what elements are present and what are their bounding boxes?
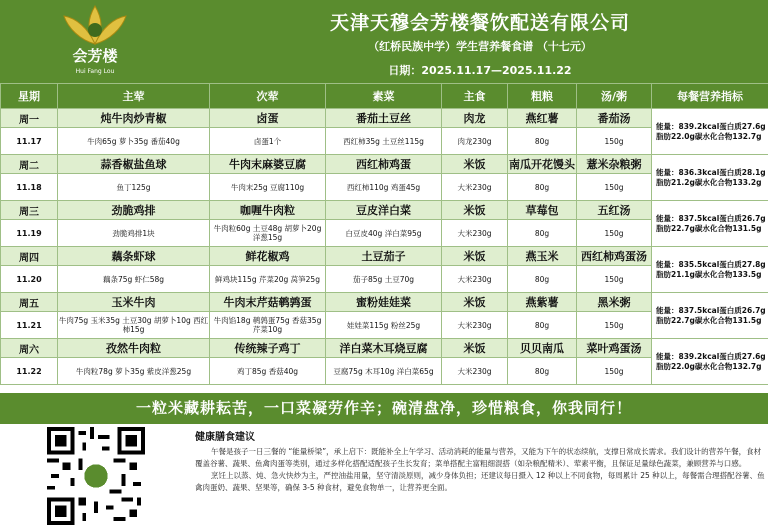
main-dish-detail: 鱼丁125g: [58, 174, 210, 201]
menu-table: [0, 83, 768, 385]
advice-paragraph: 烹饪上以蒸、炖、急火快炒为主，严控油盐用量，坚守清淡原则，减少身体负担；还建议每日摄入 12 种以上不同食物，每周累计 25 种以上，每餐需合理搭配谷薯、鱼禽肉蛋奶、蔬果、坚果等，确保 3-5 种食材，避免食物单一，让营养更全面。: [195, 471, 765, 492]
vegetable-detail: 茄子85g 土豆70g: [326, 266, 442, 293]
second-dish-detail: 鸡丁85g 香菇40g: [210, 358, 326, 385]
staple-detail: 大米230g: [442, 174, 508, 201]
vegetable-cell: 豆皮洋白菜: [326, 201, 442, 220]
coarse-grain-cell: 南瓜开花馒头: [508, 155, 577, 174]
second-dish-cell: 鲜花椒鸡: [210, 247, 326, 266]
slogan-banner: 一粒米藏耕耘苦，一口菜凝劳作辛；碗清盘净，珍惜粮食，你我同行！: [0, 393, 768, 424]
coarse-grain-cell: 草莓包: [508, 201, 577, 220]
col-header: 粗粮: [508, 84, 577, 109]
dish-row: [1, 339, 768, 358]
coarse-grain-cell: 贝贝南瓜: [508, 339, 577, 358]
main-dish-detail: 牛肉75g 玉米35g 土豆30g 胡萝卜10g 西红柿15g: [58, 312, 210, 339]
vegetable-cell: 西红柿鸡蛋: [326, 155, 442, 174]
coarse-grain-detail: 80g: [508, 174, 577, 201]
staple-cell: 米饭: [442, 247, 508, 266]
company-title: 天津天穆会芳楼餐饮配送有限公司: [329, 12, 630, 34]
logo-text: 会芳楼: [72, 47, 118, 65]
second-dish-detail: 牛肉末25g 豆腐110g: [210, 174, 326, 201]
main-dish-detail: 劲脆鸡排1块: [58, 220, 210, 247]
col-header: 主食: [442, 84, 508, 109]
col-header: 汤/粥: [577, 84, 652, 109]
staple-cell: 米饭: [442, 293, 508, 312]
staple-detail: 大米230g: [442, 312, 508, 339]
staple-detail: 大米230g: [442, 220, 508, 247]
staple-detail: 肉龙230g: [442, 128, 508, 155]
coarse-grain-detail: 80g: [508, 128, 577, 155]
dish-row: [1, 109, 768, 128]
dish-row: [1, 201, 768, 220]
col-header: 次荤: [210, 84, 326, 109]
logo-subtext: Hui Fang Lou: [75, 68, 115, 75]
dish-row: [1, 247, 768, 266]
soup-cell: 西红柿鸡蛋汤: [577, 247, 652, 266]
col-header: 主荤: [58, 84, 210, 109]
main-dish-detail: 藕条75g 虾仁58g: [58, 266, 210, 293]
vegetable-cell: 番茄土豆丝: [326, 109, 442, 128]
second-dish-cell: 牛肉末麻婆豆腐: [210, 155, 326, 174]
second-dish-detail: 卤蛋1个: [210, 128, 326, 155]
second-dish-detail: 牛肉粒60g 土豆48g 胡萝卜20g 洋葱15g: [210, 220, 326, 247]
main-dish-cell: 蒜香椒盐鱼球: [58, 155, 210, 174]
staple-cell: 米饭: [442, 201, 508, 220]
soup-cell: 菜叶鸡蛋汤: [577, 339, 652, 358]
vegetable-detail: 西红柿110g 鸡蛋45g: [326, 174, 442, 201]
staple-detail: 大米230g: [442, 358, 508, 385]
health-advice: [195, 428, 765, 494]
lotus-emblem-icon: [50, 4, 140, 78]
date-range: 日期：2025.11.17—2025.11.22: [388, 64, 572, 77]
qr-code: [47, 427, 145, 525]
main-dish-cell: 孜然牛肉粒: [58, 339, 210, 358]
staple-cell: 米饭: [442, 155, 508, 174]
date-cell: 11.18: [1, 174, 58, 201]
date-cell: 11.20: [1, 266, 58, 293]
weekday-cell: 周一: [1, 109, 58, 128]
nutrition-cell: 能量：835.5kcal蛋白质27.8g脂肪21.1g碳水化合物133.5g: [652, 247, 768, 293]
second-dish-detail: 鲜鸡块115g 芹菜20g 莴笋25g: [210, 266, 326, 293]
second-dish-cell: 卤蛋: [210, 109, 326, 128]
staple-detail: 大米230g: [442, 266, 508, 293]
coarse-grain-cell: 燕玉米: [508, 247, 577, 266]
menu-subtitle: （红桥民族中学）学生营养餐食谱 （十七元）: [368, 40, 592, 53]
advice-paragraph: 午餐是孩子一日三餐的 “能量桥梁”，承上启下：既能补全上午学习、活动消耗的能量与营养，又能为下午的状态续航，支撑日常成长需求。我们设计的营养午餐，食材覆盖谷薯、蔬果、鱼禽肉蛋等类别，通过多样化搭配适配孩子生长发育；菜单搭配主富粗细混搭（如杂粮配精米）、荤素平衡，且保证足量绿色蔬菜，兼顾营养与口感。: [195, 447, 762, 468]
nutrition-cell: 能量：839.2kcal蛋白质27.6g脂肪22.0g碳水化合物132.7g: [652, 109, 768, 155]
vegetable-cell: 洋白菜木耳烧豆腐: [326, 339, 442, 358]
weekday-cell: 周五: [1, 293, 58, 312]
soup-detail: 150g: [577, 312, 652, 339]
date-cell: 11.22: [1, 358, 58, 385]
col-header: 星期: [1, 84, 58, 109]
weekday-cell: 周四: [1, 247, 58, 266]
coarse-grain-detail: 80g: [508, 220, 577, 247]
advice-title: 健康膳食建议: [195, 432, 255, 443]
main-dish-cell: 劲脆鸡排: [58, 201, 210, 220]
vegetable-detail: 白豆皮40g 洋白菜95g: [326, 220, 442, 247]
soup-cell: 番茄汤: [577, 109, 652, 128]
coarse-grain-cell: 燕红薯: [508, 109, 577, 128]
soup-cell: 薏米杂粮粥: [577, 155, 652, 174]
soup-detail: 150g: [577, 174, 652, 201]
nutrition-cell: 能量：837.5kcal蛋白质26.7g脂肪22.7g碳水化合物131.5g: [652, 201, 768, 247]
staple-cell: 肉龙: [442, 109, 508, 128]
vegetable-detail: 娃娃菜115g 粉丝25g: [326, 312, 442, 339]
weekday-cell: 周三: [1, 201, 58, 220]
nutrition-cell: 能量：839.2kcal蛋白质27.6g脂肪22.0g碳水化合物132.7g: [652, 339, 768, 385]
soup-detail: 150g: [577, 128, 652, 155]
date-cell: 11.21: [1, 312, 58, 339]
weekday-cell: 周六: [1, 339, 58, 358]
second-dish-cell: 咖喱牛肉粒: [210, 201, 326, 220]
table-header-row: [1, 84, 768, 109]
main-dish-cell: 炖牛肉炒青椒: [58, 109, 210, 128]
vegetable-cell: 土豆茄子: [326, 247, 442, 266]
coarse-grain-cell: 燕紫薯: [508, 293, 577, 312]
col-header: 素菜: [326, 84, 442, 109]
dish-row: [1, 155, 768, 174]
soup-cell: 黑米粥: [577, 293, 652, 312]
nutrition-cell: 能量：836.3kcal蛋白质28.1g脂肪21.2g碳水化合物133.2g: [652, 155, 768, 201]
soup-detail: 150g: [577, 358, 652, 385]
coarse-grain-detail: 80g: [508, 312, 577, 339]
soup-detail: 150g: [577, 266, 652, 293]
second-dish-cell: 传统辣子鸡丁: [210, 339, 326, 358]
main-dish-cell: 藕条虾球: [58, 247, 210, 266]
main-dish-detail: 牛肉粒78g 萝卜35g 紫皮洋葱25g: [58, 358, 210, 385]
col-header: 每餐营养指标: [652, 84, 768, 109]
main-dish-detail: 牛肉65g 萝卜35g 番茄40g: [58, 128, 210, 155]
nutrition-cell: 能量：837.5kcal蛋白质26.7g脂肪22.7g碳水化合物131.5g: [652, 293, 768, 339]
coarse-grain-detail: 80g: [508, 266, 577, 293]
vegetable-cell: 蜜粉娃娃菜: [326, 293, 442, 312]
date-cell: 11.19: [1, 220, 58, 247]
main-dish-cell: 玉米牛肉: [58, 293, 210, 312]
header-banner: [0, 0, 768, 83]
vegetable-detail: 豆腐75g 木耳10g 洋白菜65g: [326, 358, 442, 385]
coarse-grain-detail: 80g: [508, 358, 577, 385]
date-cell: 11.17: [1, 128, 58, 155]
vegetable-detail: 西红柿35g 土豆丝115g: [326, 128, 442, 155]
soup-detail: 150g: [577, 220, 652, 247]
dish-row: [1, 293, 768, 312]
staple-cell: 米饭: [442, 339, 508, 358]
second-dish-detail: 牛肉馅18g 鹌鹑蛋75g 香菇35g 芹菜10g: [210, 312, 326, 339]
soup-cell: 五红汤: [577, 201, 652, 220]
weekday-cell: 周二: [1, 155, 58, 174]
second-dish-cell: 牛肉末芹菇鹌鹑蛋: [210, 293, 326, 312]
